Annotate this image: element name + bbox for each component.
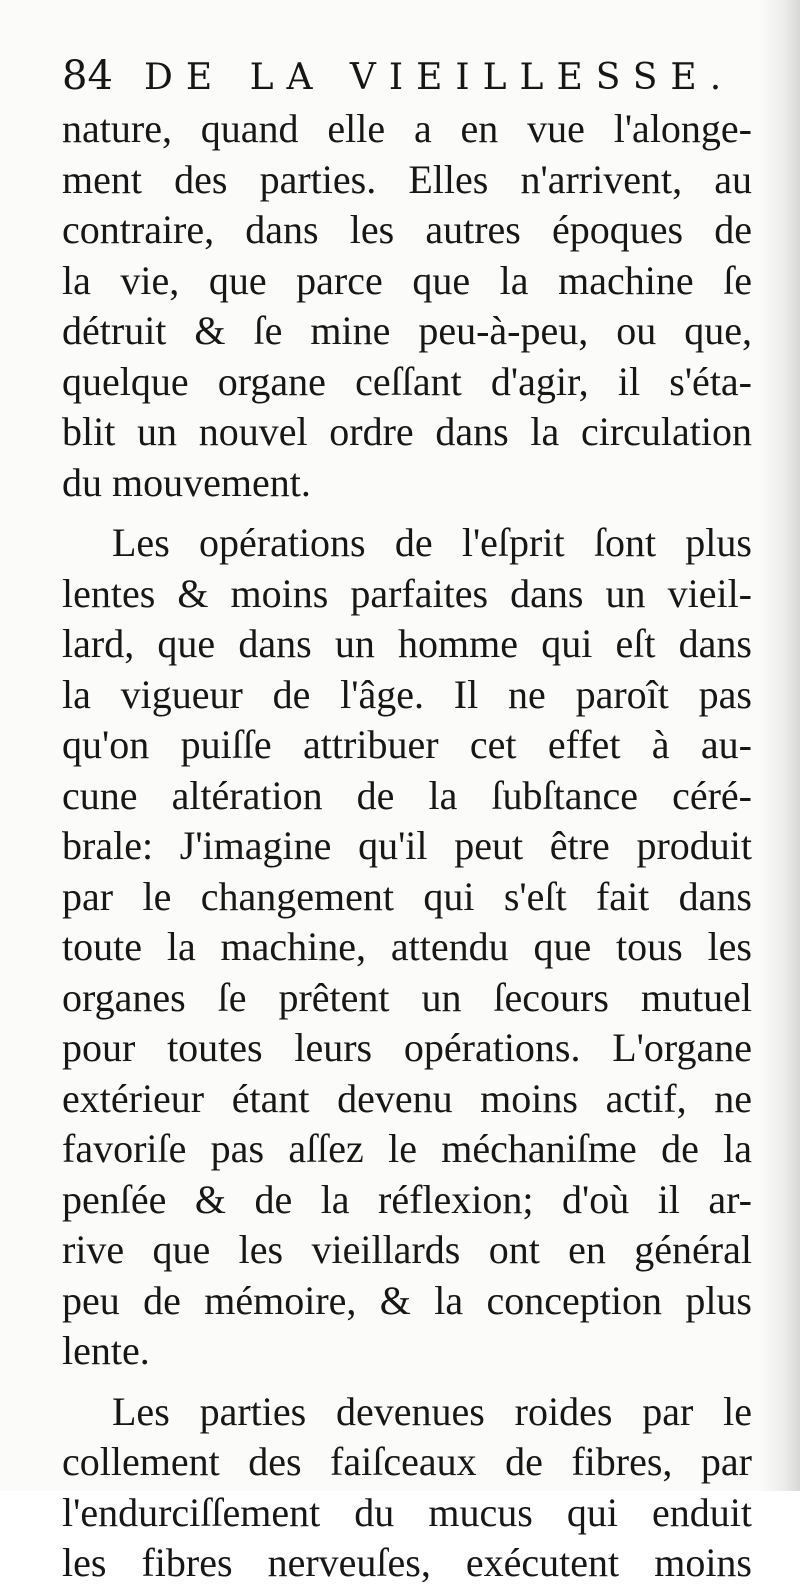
text-line: collement des faiſceaux de fibres, par: [62, 1439, 752, 1484]
text-line: quelque organe ceſſant d'agir, il s'éta-: [62, 358, 752, 404]
text-line: blit un nouvel ordre dans la circulation: [62, 409, 752, 454]
text-line: ment des parties. Elles n'arrivent, au: [62, 156, 752, 202]
page-header: [62, 50, 752, 106]
page-edge-shadow: [760, 0, 800, 1491]
text-line: la vigueur de l'âge. Il ne paroît pas: [62, 671, 752, 717]
text-line: contraire, dans les autres époques de: [62, 207, 752, 252]
text-line: qu'on puiſſe attribuer cet effet à au-: [62, 722, 752, 767]
text-line: lente.: [62, 1328, 150, 1373]
text-line: les fibres nerveuſes, exécutent moins: [62, 1540, 752, 1585]
text-line: favoriſe pas aſſez le méchaniſme de la: [62, 1126, 752, 1171]
text-line: toute la machine, attendu que tous les: [62, 924, 752, 969]
text-line: Les opérations de l'eſprit ſont plus: [112, 520, 752, 565]
text-line: nature, quand elle a en vue l'alonge-: [62, 106, 752, 151]
text-line: organes ſe prêtent un ſecours mutuel: [62, 974, 752, 1020]
body-text: [62, 104, 752, 1589]
paragraph-gap: [62, 1377, 752, 1387]
text-line: lard, que dans un homme qui eſt dans: [62, 621, 752, 666]
text-line: la vie, que parce que la machine ſe: [62, 257, 752, 303]
text-line: du mouvement.: [62, 459, 311, 505]
running-title: DE LA VIEILLESSE.: [144, 57, 735, 98]
text-line: lentes & moins parfaites dans un vieil-: [62, 570, 752, 616]
text-line: penſée & de la réflexion; d'où il ar-: [62, 1176, 752, 1222]
text-line: l'endurciſſement du mucus qui enduit: [62, 1489, 752, 1535]
text-line: pour toutes leurs opérations. L'organe: [62, 1025, 752, 1070]
text-line: brale: J'imagine qu'il peut être produit: [62, 823, 752, 868]
text-line: cune altération de la ſubſtance céré-: [62, 772, 752, 818]
text-line: par le changement qui s'eſt fait dans: [62, 873, 752, 919]
text-line: extérieur étant devenu moins actif, ne: [62, 1075, 752, 1121]
text-line: détruit & ſe mine peu-à-peu, ou que,: [62, 308, 752, 353]
text-line: peu de mémoire, & la conception plus: [62, 1277, 752, 1323]
text-line: rive que les vieillards ont en général: [62, 1227, 752, 1272]
page-number: 84: [62, 53, 113, 99]
paragraph-gap: [62, 508, 752, 518]
text-line: Les parties devenues roides par le: [112, 1388, 752, 1434]
